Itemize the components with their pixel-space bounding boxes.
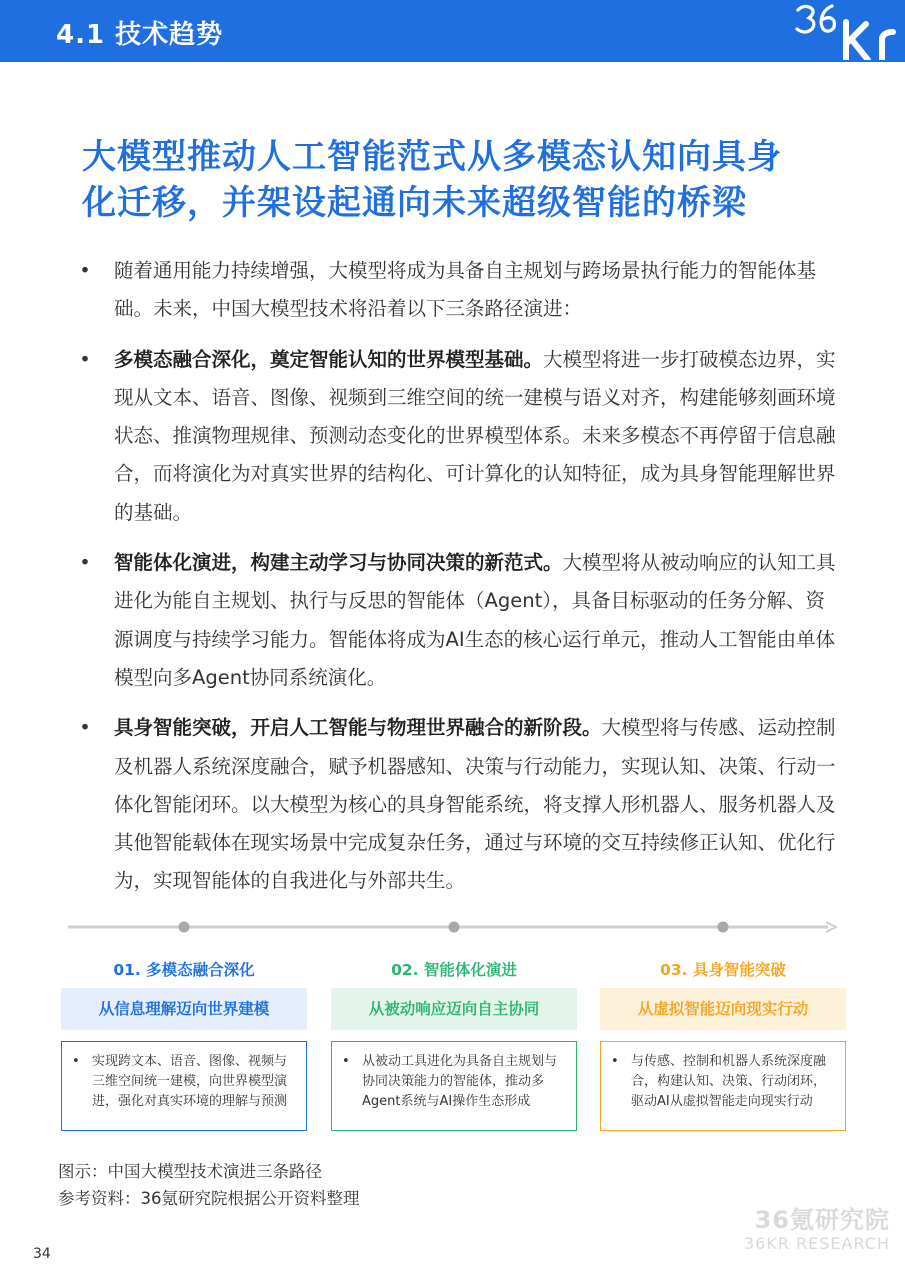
section-label: 4.1 技术趋势 [56, 20, 224, 50]
main-title [82, 134, 842, 226]
path-column-1 [61, 958, 307, 1131]
bullet-dot-icon: • [342, 1054, 350, 1069]
bullet-dot-icon: • [79, 259, 91, 282]
path-title: 01. 多模态融合深化 [113, 961, 255, 979]
path-description: 从被动工具进化为具备自主规划与协同决策能力的智能体，推动多Agent系统与AI操作生态形成 [362, 1054, 558, 1109]
path-description: 实现跨文本、语音、图像、视频与三维空间统一建模，向世界模型演进，强化对真实环境的理解与预测 [92, 1054, 288, 1109]
path-description-box [61, 1041, 307, 1131]
path-title: 03. 具身智能突破 [660, 961, 786, 979]
bullet-bold-lead: 多模态融合深化，奠定智能认知的世界模型基础。 [114, 347, 544, 371]
bullet-text: 大模型将进一步打破模态边界，实现从文本、语音、图像、视频到三维空间的统一建模与语义对齐，构建能够刻画环境状态、推演物理规律、预测动态变化的世界模型体系。未来多模态不再停留于信息融合，而将演化为对真实世界的结构化、可计算化的认知特征，成为具身智能理解世界的基础。 [114, 347, 836, 524]
path-subtitle: 从信息理解迈向世界建模 [61, 988, 307, 1030]
path-description-box [600, 1041, 846, 1131]
path-column-3 [600, 958, 846, 1131]
bullet-text: 大模型将与传感、运动控制及机器人系统深度融合，赋予机器感知、决策与行动能力，实现认知、决策、行动一体化智能闭环。以大模型为核心的具身智能系统，将支撑人形机器人、服务机器人及其他智能载体在现实场景中完成复杂任务，通过与环境的交互持续修正认知、优化行为，实现智能体的自我进化与外部共生。 [114, 716, 836, 893]
figure-caption [58, 1158, 360, 1212]
36kr-logo [794, 0, 905, 60]
bullet-item [78, 341, 838, 532]
bullet-item [78, 709, 838, 900]
path-subtitle: 从被动响应迈向自主协同 [331, 988, 577, 1030]
path-subtitle: 从虚拟智能迈向现实行动 [600, 988, 846, 1030]
bullet-dot-icon: • [79, 716, 91, 740]
bullet-item [78, 252, 838, 329]
bullet-dot-icon: • [79, 551, 91, 575]
path-column-2 [331, 958, 577, 1131]
bullet-dot-icon: • [611, 1054, 619, 1069]
timeline-node [449, 922, 460, 933]
bullet-item [78, 544, 838, 697]
timeline-node [718, 922, 729, 933]
bullet-bold-lead: 具身智能突破，开启人工智能与物理世界融合的新阶段。 [114, 716, 602, 740]
bullet-dot-icon: • [72, 1054, 80, 1069]
watermark-line-2: 36KR RESEARCH [743, 1234, 890, 1253]
bullet-text: 大模型将从被动响应的认知工具进化为能自主规划、执行与反思的智能体（Agent），具备目标驱动的任务分解、资源调度与持续学习能力。智能体将成为AI生态的核心运行单元，推动人工智能由单体模型向多Agent协同系统演化。 [114, 551, 836, 689]
page-number: 34 [33, 1246, 51, 1262]
path-title: 02. 智能体化演进 [391, 961, 517, 979]
main-title-line-2: 化迁移，并架设起通向未来超级智能的桥梁 [82, 183, 747, 223]
watermark [722, 1206, 890, 1254]
bullet-bold-lead: 智能体化演进，构建主动学习与协同决策的新范式。 [114, 551, 563, 575]
main-title-line-1: 大模型推动人工智能范式从多模态认知向具身 [82, 137, 782, 177]
figure-caption-title: 图示：中国大模型技术演进三条路径 [58, 1162, 322, 1181]
bullet-dot-icon: • [79, 347, 91, 371]
figure-caption-source: 参考资料：36氪研究院根据公开资料整理 [58, 1189, 360, 1208]
path-description: 与传感、控制和机器人系统深度融合，构建认知、决策、行动闭环，驱动AI从虚拟智能走向现实行动 [631, 1054, 827, 1109]
bullet-list [78, 252, 838, 913]
path-description-box [331, 1041, 577, 1131]
timeline-node [179, 922, 190, 933]
watermark-line-1: 36氪研究院 [754, 1206, 890, 1234]
timeline-line [66, 919, 838, 935]
bullet-text: 随着通用能力持续增强，大模型将成为具备自主规划与跨场景执行能力的智能体基础。未来，中国大模型技术将沿着以下三条路径演进： [114, 259, 817, 321]
